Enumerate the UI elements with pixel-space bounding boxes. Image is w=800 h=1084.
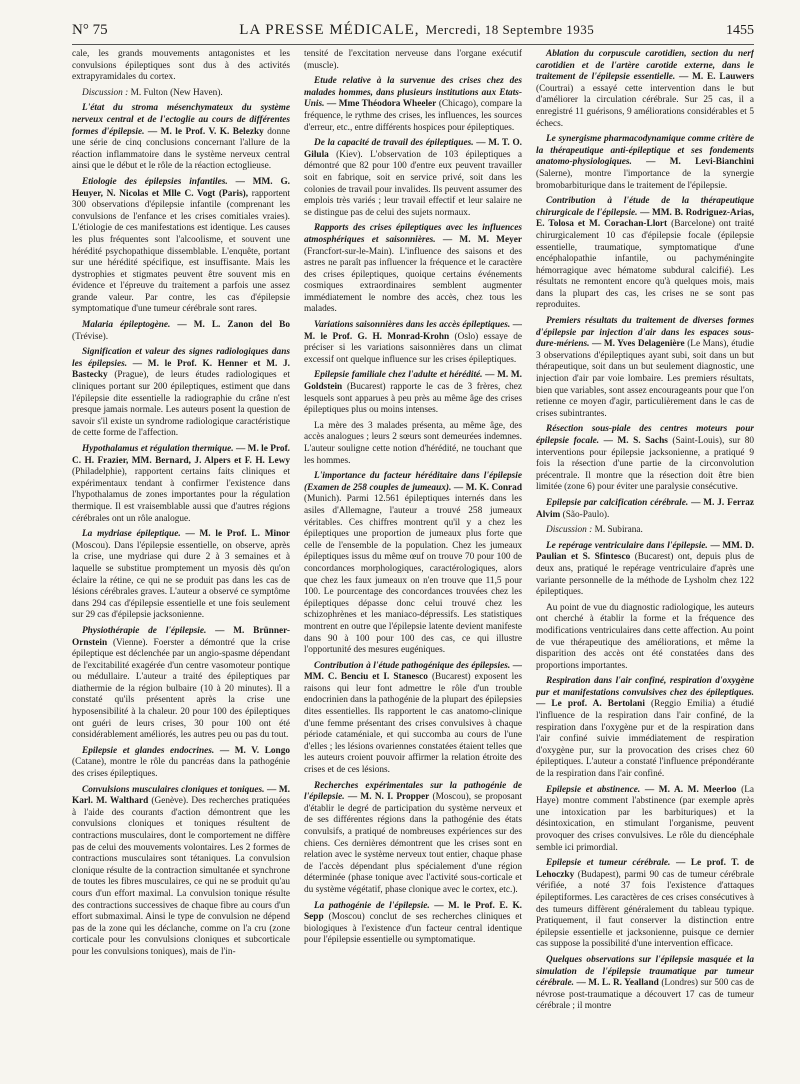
article-authors: — Le prof. T. de Lehoczky	[536, 858, 754, 880]
article-authors: — MM. G. Heuyer, N. Nicolas et Mlle C. Vogt (Paris),	[72, 176, 290, 199]
article-paragraph	[72, 785, 290, 959]
article-paragraph	[536, 498, 754, 521]
article-authors: — Le prof. A. Bertolani	[536, 699, 645, 710]
article-paragraph	[536, 858, 754, 951]
article-authors: — M. V. Longo	[219, 745, 290, 756]
article-body: M. Fulton (New Haven).	[130, 87, 223, 98]
issue-number: N° 75	[72, 22, 108, 38]
page-header	[72, 22, 754, 45]
article-paragraph	[72, 177, 290, 316]
article-title: Premiers résultats du traitement de diverses formes d'épilepsie par injection d'air dans les espaces sous-dure-mériens.	[536, 316, 754, 350]
article-title: Contribution à l'étude pathogénique des épilepsies.	[314, 660, 511, 671]
article-paragraph	[536, 785, 754, 855]
article-body: (Moscou), se proposant d'établir le degré de participation du système nerveux et de ses différentes régions dans la pathogénie des états convulsifs, a pratiqué de nombreuses expériences sur des chiens. Ces dernières démontrent que les crises sont en relation avec le système nerveux tout entier, chaque phase de l'accès dépendant plus spécialement d'une région déterminée (phase tonique avec l'activité sous-corticale et du système végétatif, phase clonique avec le cortex, etc.).	[304, 792, 522, 895]
article-authors: — Mme Théodora Wheeler	[326, 99, 437, 110]
article-title: L'état du stroma mésenchymateux du système nerveux central et de l'ectoglie au cours de différentes formes d'épilepsie.	[72, 103, 290, 137]
article-paragraph	[536, 316, 754, 420]
text-columns	[72, 49, 754, 1084]
article-authors: — M. Karl. M. Walthard	[72, 784, 290, 807]
article-paragraph	[536, 49, 754, 130]
article-paragraph	[304, 49, 522, 72]
article-title: Epilepsie et tumeur cérébrale.	[546, 858, 671, 869]
article-body: (Genève). Des recherches pratiquées à l'aide des courants d'action démontrent que les convulsions cloniques et toniques résultent de contractions musculaires, dont le comportement ne diffère pas de celui des mouvements volontaires. Les 2 formes de contractions musculaires sont tétaniques. La convulsion clonique résulte de la contraction simultanée et synchrone de toutes les fibres musculaires, ce qui ne se produit qu'au cours d'un effort maximal. La convulsion tonique résulte des contractions successives de chaque fibre au cours d'un effort submaximal. Ainsi le type de convulsion ne dépend pas de la zone qui les déclanche, comme on l'a cru (zone corticale pour les convulsions cloniques et subcorticale pour les convulsions toniques), mais de l'in-	[72, 796, 290, 957]
article-paragraph	[304, 370, 522, 416]
article-paragraph	[536, 676, 754, 780]
article-authors: — M. M. Meyer	[442, 234, 522, 245]
article-authors: — MM. B. Rodriguez-Arias, E. Tolosa et M. Corachan-Llort	[536, 207, 754, 230]
article-body: (Reggio Emilia) a étudié l'influence de la respiration dans l'air confiné, de la respiration dans l'oxygène pur et de la respiration dans l'air confiné suivie immédiatement de respiration d'oxygène pur, sur la provocation des crises chez 60 épileptiques. L'auteur a constaté l'influence prépondérante de la respiration dans l'air confiné.	[536, 699, 754, 780]
article-paragraph	[72, 88, 290, 100]
article-body: (Oslo) essaye de préciser si les variations saisonnières dans un climat excessif ont quelque influence sur les crises épileptiques.	[304, 331, 522, 365]
article-authors: — M. N. I. Propper	[347, 792, 430, 803]
article-body: (Budapest), parmi 90 cas de tumeur cérébrale vérifiée, a noté 37 fois l'existence d'attaques épileptiformes. Les caractères de ces crises consécutives à des tumeurs diffèrent généralement du tableau typique. Pratiquement, il faut conserver la distinction entre épilepsie essentielle et jacksonienne, puisque ce dernier cas suppose la possibilité d'une intervention efficace.	[536, 869, 754, 950]
article-authors: — M. le Prof. E. K. Sepp	[304, 900, 522, 923]
article-body: (Philadelphie), rapportent certains faits cliniques et expérimentaux tendant à confirmer l'existence dans l'hypothalamus de zones importantes pour la régulation thermique. Il est vraisemblable aussi que d'autres régions cérébrales ont un rôle analogue.	[72, 467, 290, 524]
article-title: Epilepsie par calcification cérébrale.	[546, 497, 689, 508]
article-authors: — M. le Prof. V. K. Belezky	[147, 126, 264, 137]
article-paragraph	[304, 76, 522, 134]
column-3	[536, 49, 754, 1084]
article-body: (Salerne), montre l'importance de la synergie bromobarbiturique dans le traitement de l'épilepsie.	[536, 168, 754, 191]
article-body: (Prague), de leurs études radiologiques et cliniques portant sur 200 épileptiques, estiment que dans l'épilepsie dite essentielle la radiographie du crâne n'est presque jamais normale. Les auteurs posent la question de savoir s'il existe un syndrome radiologique caractéristique de cette forme de l'affection.	[72, 370, 290, 439]
article-title: Le synergisme pharmacodynamique comme critère de la thérapeutique anti-épileptique et ses fondements anatomo-physiologiques.	[536, 134, 754, 168]
article-paragraph	[72, 529, 290, 622]
article-body: (São-Paulo).	[562, 509, 610, 520]
article-body: (Moscou). Dans l'épilepsie essentielle, on observe, après la crise, une mydriase qui dure 2 à 3 semaines et à laquelle se substitue promptement un myosis dès qu'on éclaire la rétine, ce qui ne se produit pas dans les cas de lésions cérébrales graves. L'auteur a observé ce symptôme dans 294 cas d'épilepsie essentielle et une fois seulement sur 29 cas d'épilepsie jacksonienne.	[72, 540, 290, 621]
article-authors: — MM. C. Benciu et I. Stanesco	[304, 660, 522, 683]
article-authors: — M. J. Ferraz Alvim	[536, 497, 754, 520]
article-title: Contribution à l'étude de la thérapeutique chirurgicale de l'épilepsie.	[536, 196, 754, 218]
article-paragraph	[72, 746, 290, 781]
article-paragraph	[72, 320, 290, 343]
article-authors: — M. K. Conrad	[453, 482, 522, 493]
article-body: cale, les grands mouvements antagonistes et les convulsions épileptiques sont dus à des activités extrapyramidales du cortex.	[72, 49, 290, 83]
article-title: La pathogénie de l'épilepsie.	[314, 900, 430, 911]
article-title: L'importance du facteur héréditaire dans l'épilepsie (Examen de 258 couples de jumeaux).	[304, 471, 522, 493]
discussion-label: Discussion :	[546, 525, 593, 536]
article-body: (Bucarest) exposent les raisons qui leur font admettre le rôle d'un trouble endocrinien dans la pathogénie de la plupart des épilepsies dites essentielles. Ils rapportent le cas anatomo-clinique d'une femme présentant des crises convulsives à chaque période cataméniale, et qui succomba au cours de l'une d'elles ; les lésions ovariennes constatées étaient telles que les auteurs croient pouvoir affirmer la relation étroite des crises et de ces lésions.	[304, 672, 522, 776]
article-body: (Le Mans), étudie 3 observations d'épileptiques ayant subi, soit dans un but thérapeutique, soit dans un but seulement diagnostic, une injection d'air par voie lombaire. Les premiers résultats, bien que variables, sont assez encourageants pour que l'on retienne ce moyen d'agir, particulièrement dans le cas de crises subintrantes.	[536, 339, 754, 419]
article-body: M. Subirana.	[594, 525, 643, 536]
article-title: Epilepsie familiale chez l'adulte et hérédité.	[314, 370, 483, 381]
article-paragraph	[536, 196, 754, 312]
article-authors: — M. L. R. Yealland	[576, 978, 659, 989]
article-title: Recherches expérimentales sur la pathogénie de l'épilepsie.	[304, 780, 522, 803]
article-title: Respiration dans l'air confiné, respiration d'oxygène pur et manifestations convulsives chez des épileptiques.	[536, 676, 754, 698]
journal-title	[239, 22, 594, 39]
article-title: Epilepsie et abstinence.	[546, 784, 641, 795]
article-paragraph	[304, 223, 522, 316]
article-authors: — M. E. Lauwers	[679, 72, 754, 83]
article-paragraph	[72, 444, 290, 525]
article-body: Au point de vue du diagnostic radiologique, les auteurs ont cherché à établir la forme et la fréquence des modifications ventriculaires dans cette affection. Au point de vue thérapeutique des améliorations, et même la disparition des accès ont été constatées dans des proportions importantes.	[536, 602, 754, 671]
column-2	[304, 49, 522, 1084]
article-title: Signification et valeur des signes radiologiques dans les épilepsies.	[72, 347, 290, 369]
article-authors: — M. le Prof. K. Henner et M. J. Bastecky	[72, 358, 290, 381]
article-paragraph	[304, 781, 522, 897]
column-1	[72, 49, 290, 1084]
article-title: La mydriase épileptique.	[82, 529, 181, 540]
article-body: donne une série de cinq conclusions concernant l'allure de la réaction inflammatoire dans le système nerveux central ainsi que le début et le rôle de la réaction ectoglieuse.	[72, 126, 290, 172]
article-paragraph	[304, 661, 522, 777]
article-paragraph	[304, 901, 522, 947]
article-authors: — M. L. Zanon del Bo	[177, 320, 290, 331]
article-paragraph	[72, 626, 290, 742]
article-authors: — M. M. Goldstein	[304, 370, 522, 393]
article-authors: — M. T. O. Gilula	[304, 138, 522, 160]
article-title: Convulsions musculaires cloniques et toniques.	[82, 784, 265, 795]
article-body: (Londres) sur 500 cas de névrose post-traumatique a découvert 17 cas de tumeur cérébrale ; il montre	[536, 978, 754, 1012]
article-paragraph	[536, 541, 754, 599]
article-body: (Barcelone) ont traité chirurgicalement 10 cas d'épilepsie focale (épilepsie essentielle, traumatique, symptomatique d'une encéphalopathie infantile, ou pachyméningite hémorragique avec hématome subdural calcifié). Les résultats ne remontent encore qu'à quelques mois, mais dans la plupart des cas, les crises ne se sont pas reproduites.	[536, 219, 754, 311]
article-paragraph	[304, 471, 522, 657]
article-body: (Courtrai) a essayé cette intervention dans le but d'améliorer la circulation cérébrale. Sur 25 cas, il a enregistré 11 guérisons, 9 améliorations considérables et 5 échecs.	[536, 83, 754, 129]
article-title: Résection sous-piale des centres moteurs pour épilepsie focale.	[536, 424, 754, 446]
article-paragraph	[536, 603, 754, 673]
article-paragraph	[304, 421, 522, 467]
article-body: (Trévise).	[72, 331, 109, 342]
article-title: Etiologie des épilepsies infantiles.	[82, 176, 228, 187]
journal-name: LA PRESSE MÉDICALE,	[239, 22, 420, 38]
article-paragraph	[304, 320, 522, 366]
issue-date: Mercredi, 18 Septembre 1935	[425, 22, 595, 37]
article-title: Rapports des crises épileptiques avec les influences atmosphériques et saisonnières.	[304, 223, 522, 245]
article-authors: — M. le Prof. G. H. Monrad-Krohn	[304, 320, 522, 342]
article-body: tensité de l'excitation nerveuse dans l'organe exécutif (muscle).	[304, 49, 522, 71]
article-title: Quelques observations sur l'épilepsie masquée et la simulation de l'épilepsie traumatique par tumeur cérébrale.	[536, 954, 754, 989]
article-body: (Bucarest) ont, depuis plus de deux ans, pratiqué le repérage ventriculaire d'après une variante personnelle de la méthode de Lysholm chez 122 épileptiques.	[536, 552, 754, 598]
article-authors: — M. le Prof. L. Minor	[185, 529, 290, 540]
article-title: Hypothalamus et régulation thermique.	[82, 444, 234, 454]
discussion-label: Discussion :	[82, 87, 129, 98]
article-paragraph	[536, 525, 754, 537]
article-body: (Bucarest) rapporte le cas de 3 frères, chez lesquels sont apparues à peu près au même âge des crises épileptiques plus ou moins intenses.	[304, 382, 522, 416]
article-title: Malaria épileptogène.	[82, 320, 171, 331]
article-paragraph	[536, 424, 754, 494]
article-body: rapportent 300 observations d'épilepsie infantile (comprenant les convulsions de l'enfance et les crises comitiales vraies). L'étiologie de ces manifestations est identique. Les causes les plus fréquentes sont l'alcoolisme, et souvent une hérédité psychopathique dissemblable. L'enquête, portant sur une hérédité spécifique, est insuffisante. Mais les dystrophies et stigmates peuvent être souvent mis en évidence et l'épreuve du traitement a parfois une assez grande valeur. Par contre, les cas d'épilepsie symptomatique d'une tumeur cérébrale sont rares.	[72, 188, 290, 315]
article-title: Variations saisonnières dans les accès épileptiques.	[314, 320, 511, 331]
article-title: Physiothérapie de l'épilepsie.	[82, 625, 207, 636]
article-authors: — M. Yves Delagenière	[592, 339, 685, 350]
article-paragraph	[304, 138, 522, 219]
article-body: La mère des 3 malades présenta, au même âge, des accès analogues ; leurs 2 sœurs sont demeurées indemnes. L'auteur souligne cette notion d'hérédité, ne touchant que les hommes.	[304, 420, 522, 466]
article-authors: — MM. D. Paulian et S. Sfintesco	[536, 540, 754, 563]
article-body: (La Haye) montre comment l'abstinence (par exemple après une intoxication par les barbituriques) et la désintoxication, en stimulant l'organisme, peuvent provoquer des crises convulsives. Le rôle du diencéphale semble ici primordial.	[536, 784, 754, 853]
article-title: Etude relative à la survenue des crises chez des malades hommes, dans plusieurs institutions aux Etats-Unis.	[304, 76, 522, 110]
article-body: (Chicago), compare la fréquence, le rythme des crises, les influences, les sources d'erreur, etc., entre différents hospices pour épileptiques.	[304, 99, 522, 133]
article-body: (Vienne). Foerster a démontré que la crise épileptique est déclenchée par un angio-spasme dépendant de l'excitabilité exagérée d'un centre vasomoteur pontique ou médullaire. L'auteur a traité des épileptiques par diathermie de la région bulbaire (10 à 20 minutes). Il a constaté qu'ils présentent après la crise une hyposensibilité à la chaleur. 20 pour 100 des épileptiques ont guéri de leurs crises, 30 pour 100 ont été considérablement améliorés, les autres peu ou pas du tout.	[72, 637, 290, 741]
article-paragraph	[72, 347, 290, 440]
article-title: De la capacité de travail des épileptiques.	[314, 138, 474, 149]
article-body: (Munich). Parmi 12.561 épileptiques internés dans les asiles d'Allemagne, l'auteur a trouvé 258 jumeaux véritables. Ces chiffres montrent qu'il y a chez les épileptiques une proportion de jumeaux plus forte que celle de l'ensemble de la population. Chez les jumeaux épileptiques issus du même œuf on trouve 70 pour 100 de concordances morphologiques, caractérologiques, alors que chez les faux jumeaux on n'en trouve que 11,5 pour 100. Le pourcentage des concordances trouvées chez les épileptiques dépasse donc celui trouvé chez les schizophrènes et les maniaco-dépressifs. Les statistiques montrent en outre que l'épilepsie latente devient manifeste dans 90 à 100 pour 100 des cas, ce qui illustre l'opportunité des mesures eugéniques.	[304, 494, 522, 656]
article-body: (Kiev). L'observation de 103 épileptiques a démontré que 82 pour 100 d'entre eux peuvent travailler soit en fabrique, soit en service privé, soit dans les colonies de travail pour invalides. Ils peuvent assumer des emplois très variés ; leur travail effectif et leur salaire ne se distingue pas de celui des sujets normaux.	[304, 149, 522, 218]
article-title: Ablation du corpuscule carotidien, section du nerf carotidien et de l'artère carotide externe, dans le traitement de l'épilepsie essentielle.	[536, 49, 754, 83]
article-title: Le repérage ventriculaire dans l'épilepsie.	[546, 540, 708, 551]
article-body: (Francfort-sur-le-Main). L'influence des saisons et des astres ne paraît pas influencer la fréquence et le caractère des crises épileptiques, quoique certains événements cosmiques extraordinaires semblent augmenter immédiatement le nombre des accès, chez tous les malades.	[304, 246, 522, 315]
article-authors: — M. le Prof. C. H. Frazier, MM. Bernard, J. Alpers et F. H. Lewy	[72, 444, 290, 466]
article-authors: — M. Levi-Bianchini	[646, 157, 754, 168]
article-paragraph	[536, 955, 754, 1013]
article-body: (Catane), montre le rôle du pancréas dans la pathogénie des crises épileptiques.	[72, 757, 290, 780]
article-title: Epilepsie et glandes endocrines.	[82, 745, 215, 756]
page-number: 1455	[726, 23, 754, 38]
article-authors: — M. A. M. Meerloo	[644, 784, 737, 795]
article-paragraph	[536, 134, 754, 192]
article-body: (Saint-Louis), sur 80 interventions pour épilepsie jacksonienne, a pratiqué 9 fois la résection d'une partie de la circonvolution précentrale. Il montre que la résection doit être bien limitée (zone 6) pour éviter une paralysie consécutive.	[536, 436, 754, 493]
article-paragraph	[72, 49, 290, 84]
article-authors: — M. Brünner-Ornstein	[72, 625, 290, 648]
article-body: (Moscou) conclut de ses recherches cliniques et biologiques à l'existence d'un facteur central identique pour l'épilepsie essentielle ou symptomatique.	[304, 912, 522, 946]
article-paragraph	[72, 103, 290, 173]
article-authors: — M. S. Sachs	[603, 436, 668, 446]
